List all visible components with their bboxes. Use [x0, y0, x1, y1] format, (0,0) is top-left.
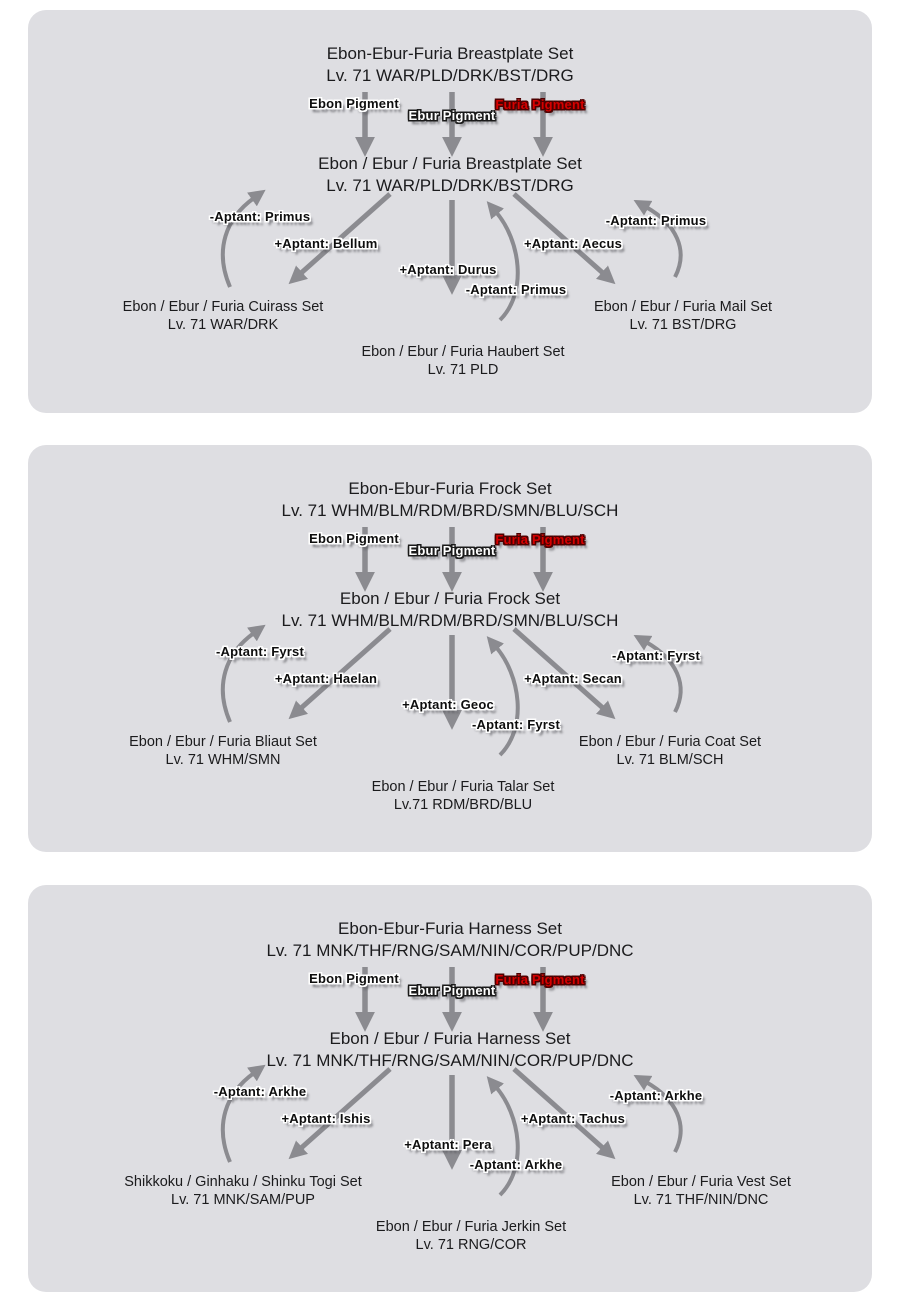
pigment-label-ebon: Ebon Pigment — [309, 971, 399, 986]
source-set-name: Ebon-Ebur-Furia Harness Set — [338, 919, 562, 938]
aptant-remove-right-label: -Aptant: Fyrst — [611, 648, 701, 663]
result-set-node-left — [123, 298, 324, 334]
panel-breastplate-set — [28, 10, 872, 413]
base-set-name: Ebon / Ebur / Furia Breastplate Set — [318, 154, 582, 173]
base-set-jobs: Lv. 71 WHM/BLM/RDM/BRD/SMN/BLU/SCH — [281, 611, 619, 630]
aptant-add-left-label: +Aptant: Haelan — [274, 671, 378, 686]
aptant-remove-right-label: -Aptant: Arkhe — [609, 1088, 703, 1103]
arrow-remove-center — [496, 647, 518, 755]
aptant-add-left-label: +Aptant: Bellum — [274, 236, 378, 251]
result-set-jobs: Lv. 71 RNG/COR — [415, 1237, 527, 1253]
base-set-name: Ebon / Ebur / Furia Harness Set — [329, 1029, 571, 1048]
aptant-remove-center-label: -Aptant: Fyrst — [471, 717, 561, 732]
result-set-name: Ebon / Ebur / Furia Bliaut Set — [129, 734, 317, 750]
aptant-remove-center-label: -Aptant: Arkhe — [469, 1157, 563, 1172]
result-set-jobs: Lv. 71 WHM/SMN — [165, 752, 281, 768]
result-set-node-right — [611, 1173, 791, 1209]
pigment-label-ebon: Ebon Pigment — [309, 96, 399, 111]
pigment-label-ebur: Ebur Pigment — [408, 983, 496, 998]
result-set-name: Ebon / Ebur / Furia Vest Set — [611, 1174, 791, 1190]
aptant-remove-right-label: -Aptant: Primus — [605, 213, 707, 228]
source-set-jobs: Lv. 71 WHM/BLM/RDM/BRD/SMN/BLU/SCH — [281, 501, 619, 520]
arrow-add-left — [300, 629, 390, 709]
arrow-add-left — [300, 1069, 390, 1149]
base-set-node — [28, 588, 872, 632]
base-set-jobs: Lv. 71 WAR/PLD/DRK/BST/DRG — [326, 176, 574, 195]
result-set-name: Ebon / Ebur / Furia Mail Set — [593, 299, 773, 315]
aptant-add-center-label: +Aptant: Geoc — [402, 697, 494, 712]
result-set-node-right — [594, 298, 772, 334]
aptant-remove-left-label: -Aptant: Arkhe — [213, 1084, 307, 1099]
result-set-jobs: Lv. 71 THF/NIN/DNC — [633, 1192, 769, 1208]
aptant-add-center-label: +Aptant: Durus — [399, 262, 497, 277]
arrow-add-right — [514, 194, 604, 274]
aptant-remove-left-label: -Aptant: Fyrst — [215, 644, 305, 659]
result-set-jobs: Lv. 71 WAR/DRK — [167, 317, 279, 333]
arrow-remove-center — [496, 1087, 518, 1195]
result-set-node-center — [376, 1218, 566, 1254]
source-set-node — [28, 918, 872, 962]
source-set-node — [28, 478, 872, 522]
result-set-name: Ebon / Ebur / Furia Haubert Set — [361, 344, 565, 360]
result-set-jobs: Lv. 71 PLD — [427, 362, 499, 378]
result-set-name: Ebon / Ebur / Furia Cuirass Set — [122, 299, 324, 315]
source-set-jobs: Lv. 71 WAR/PLD/DRK/BST/DRG — [326, 66, 574, 85]
aptant-remove-center-label: -Aptant: Primus — [465, 282, 567, 297]
result-set-name: Ebon / Ebur / Furia Coat Set — [578, 734, 762, 750]
pigment-label-ebur: Ebur Pigment — [408, 108, 496, 123]
result-set-node-center — [372, 778, 555, 814]
base-set-node — [28, 1028, 872, 1072]
aptant-add-right-label: +Aptant: Tachus — [520, 1111, 626, 1126]
result-set-node-left — [124, 1173, 362, 1209]
pigment-label-furia: Furia Pigment — [495, 97, 585, 112]
result-set-node-right — [579, 733, 761, 769]
result-set-name: Ebon / Ebur / Furia Jerkin Set — [375, 1219, 567, 1235]
arrow-remove-center — [496, 212, 518, 320]
result-set-name: Shikkoku / Ginhaku / Shinku Togi Set — [124, 1174, 362, 1190]
result-set-jobs: Lv.71 RDM/BRD/BLU — [393, 797, 533, 813]
source-set-jobs: Lv. 71 MNK/THF/RNG/SAM/NIN/COR/PUP/DNC — [266, 941, 634, 960]
arrow-add-right — [514, 1069, 604, 1149]
pigment-label-ebon: Ebon Pigment — [309, 531, 399, 546]
pigment-label-furia: Furia Pigment — [495, 972, 585, 987]
result-set-jobs: Lv. 71 BST/DRG — [629, 317, 737, 333]
result-set-jobs: Lv. 71 MNK/SAM/PUP — [171, 1192, 315, 1208]
panel-frock-set — [28, 445, 872, 852]
result-set-name: Ebon / Ebur / Furia Talar Set — [371, 779, 555, 795]
aptant-add-center-label: +Aptant: Pera — [404, 1137, 492, 1152]
result-set-node-center — [361, 343, 564, 379]
aptant-add-right-label: +Aptant: Aecus — [523, 236, 623, 251]
arrow-add-left — [300, 194, 390, 274]
pigment-label-furia: Furia Pigment — [495, 532, 585, 547]
source-set-node — [28, 43, 872, 87]
source-set-name: Ebon-Ebur-Furia Frock Set — [348, 479, 552, 498]
result-set-node-left — [129, 733, 317, 769]
aptant-remove-left-label: -Aptant: Primus — [209, 209, 311, 224]
result-set-jobs: Lv. 71 BLM/SCH — [616, 752, 724, 768]
base-set-node — [28, 153, 872, 197]
source-set-name: Ebon-Ebur-Furia Breastplate Set — [326, 44, 574, 63]
panel-harness-set — [28, 885, 872, 1292]
aptant-add-left-label: +Aptant: Ishis — [281, 1111, 371, 1126]
pigment-label-ebur: Ebur Pigment — [408, 543, 496, 558]
arrow-add-right — [514, 629, 604, 709]
base-set-jobs: Lv. 71 MNK/THF/RNG/SAM/NIN/COR/PUP/DNC — [266, 1051, 634, 1070]
aptant-add-right-label: +Aptant: Secan — [524, 671, 622, 686]
base-set-name: Ebon / Ebur / Furia Frock Set — [339, 589, 561, 608]
